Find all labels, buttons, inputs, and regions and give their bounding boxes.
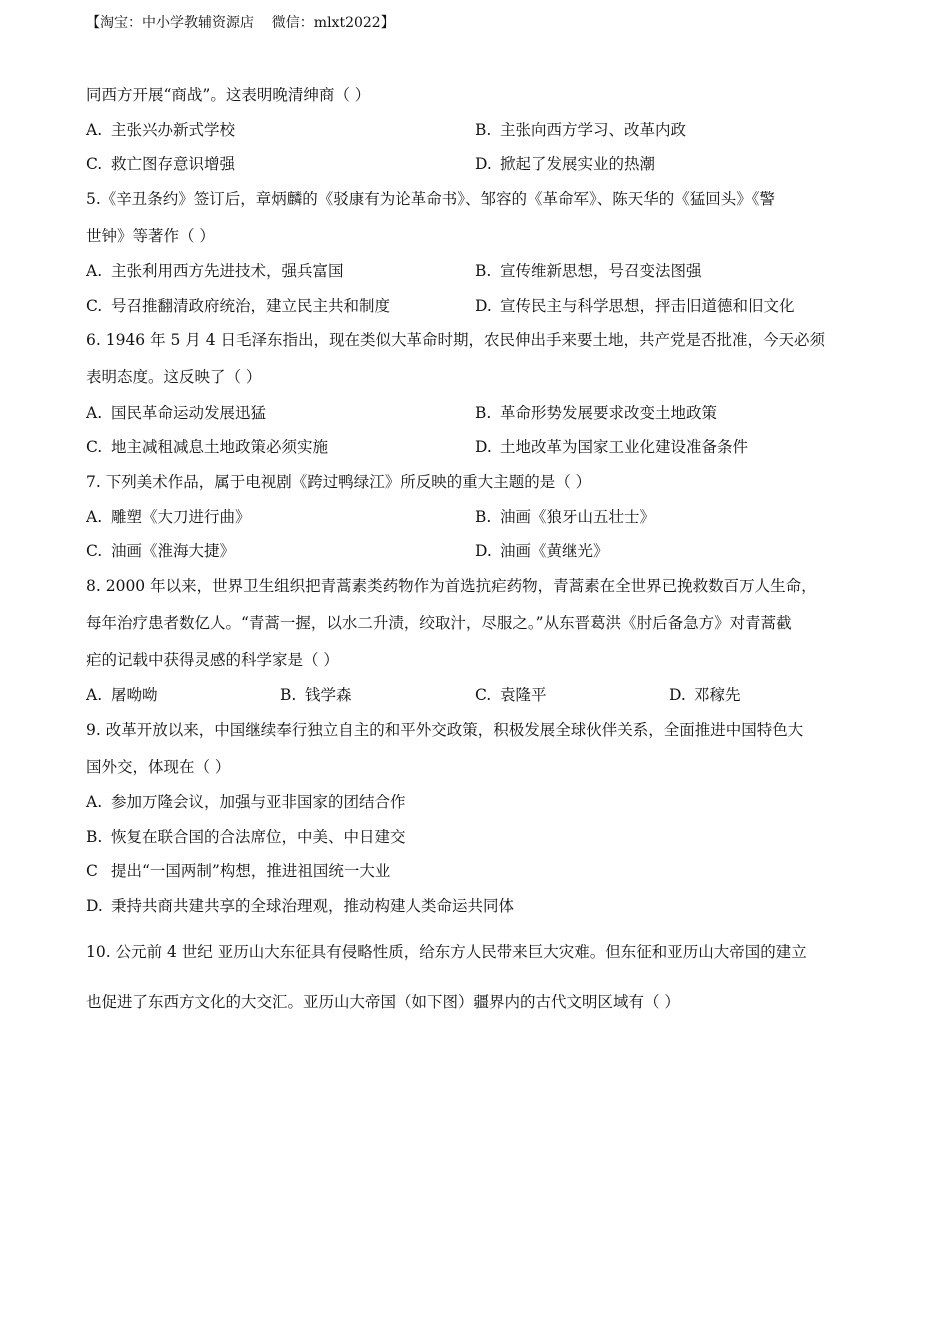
q6-option-a[interactable]: A. 国民革命运动发展迅猛 [86, 404, 267, 422]
q9-stem-line-2: 国外交，体现在（ ） [86, 758, 231, 776]
q9-option-d[interactable]: D. 秉持共商共建共享的全球治理观，推动构建人类命运共同体 [86, 897, 515, 915]
q5-stem-line-2: 世钟》等著作（ ） [86, 227, 215, 245]
q6-option-d[interactable]: D. 土地改革为国家工业化建设准备条件 [475, 438, 749, 456]
q4-stem: 同西方开展“商战”。这表明晚清绅商（ ） [86, 86, 371, 104]
q4-option-b[interactable]: B. 主张向西方学习、改革内政 [475, 121, 687, 139]
q7-option-b[interactable]: B. 油画《狼牙山五壮士》 [475, 508, 656, 526]
watermark-header: 【淘宝：中小学教辅资源店 微信：mlxt2022】 [86, 15, 395, 31]
q5-option-b[interactable]: B. 宣传维新思想，号召变法图强 [475, 262, 702, 280]
q7-option-c[interactable]: C. 油画《淮海大捷》 [86, 542, 236, 560]
q5-stem-line-1: 5.《辛丑条约》签订后，章炳麟的《驳康有为论革命书》、邹容的《革命军》、陈天华的《猛回头》《警 [86, 190, 776, 208]
q5-option-a[interactable]: A. 主张利用西方先进技术，强兵富国 [86, 262, 344, 280]
q6-stem-line-2: 表明态度。这反映了（ ） [86, 368, 262, 386]
q9-stem-line-1: 9. 改革开放以来，中国继续奉行独立自主的和平外交政策，积极发展全球伙伴关系，全面推进中国特色大 [86, 721, 804, 739]
q8-option-c[interactable]: C. 袁隆平 [475, 686, 547, 704]
q8-option-d[interactable]: D. 邓稼先 [669, 686, 741, 704]
q5-option-c[interactable]: C. 号召推翻清政府统治，建立民主共和制度 [86, 297, 391, 315]
q8-stem-line-3: 疟的记载中获得灵感的科学家是（ ） [86, 651, 339, 669]
q6-stem-line-1: 6. 1946 年 5 月 4 日毛泽东指出，现在类似大革命时期，农民伸出手来要土地，共产党是否批准，今天必须 [86, 331, 826, 349]
q4-option-c[interactable]: C. 救亡图存意识增强 [86, 155, 236, 173]
q9-option-a[interactable]: A. 参加万隆会议，加强与亚非国家的团结合作 [86, 793, 406, 811]
q8-option-b[interactable]: B. 钱学森 [280, 686, 352, 704]
q8-stem-line-2: 每年治疗患者数亿人。“青蒿一握，以水二升渍，绞取汁，尽服之。”从东晋葛洪《肘后备急方》对青蒿截 [86, 614, 792, 632]
q9-option-b[interactable]: B. 恢复在联合国的合法席位，中美、中日建交 [86, 828, 406, 846]
q7-stem: 7. 下列美术作品，属于电视剧《跨过鸭绿江》所反映的重大主题的是（ ） [86, 473, 592, 491]
q4-option-a[interactable]: A. 主张兴办新式学校 [86, 121, 236, 139]
q8-option-a[interactable]: A. 屠呦呦 [86, 686, 158, 704]
q10-stem-line-1: 10. 公元前 4 世纪 亚历山大东征具有侵略性质，给东方人民带来巨大灾难。但东征和亚历山大帝国的建立 [86, 943, 807, 961]
q7-option-a[interactable]: A. 雕塑《大刀进行曲》 [86, 508, 251, 526]
q7-option-d[interactable]: D. 油画《黄继光》 [475, 542, 609, 560]
q6-option-b[interactable]: B. 革命形势发展要求改变土地政策 [475, 404, 718, 422]
q10-stem-line-2: 也促进了东西方文化的大交汇。亚历山大帝国（如下图）疆界内的古代文明区域有（ ） [86, 993, 680, 1011]
q9-option-c[interactable]: C 提出“一国两制”构想，推进祖国统一大业 [86, 862, 391, 880]
q4-option-d[interactable]: D. 掀起了发展实业的热潮 [475, 155, 656, 173]
q8-stem-line-1: 8. 2000 年以来，世界卫生组织把青蒿素类药物作为首选抗疟药物，青蒿素在全世界已挽救数百万人生命， [86, 577, 817, 595]
q5-option-d[interactable]: D. 宣传民主与科学思想，抨击旧道德和旧文化 [475, 297, 795, 315]
q6-option-c[interactable]: C. 地主减租减息土地政策必须实施 [86, 438, 329, 456]
